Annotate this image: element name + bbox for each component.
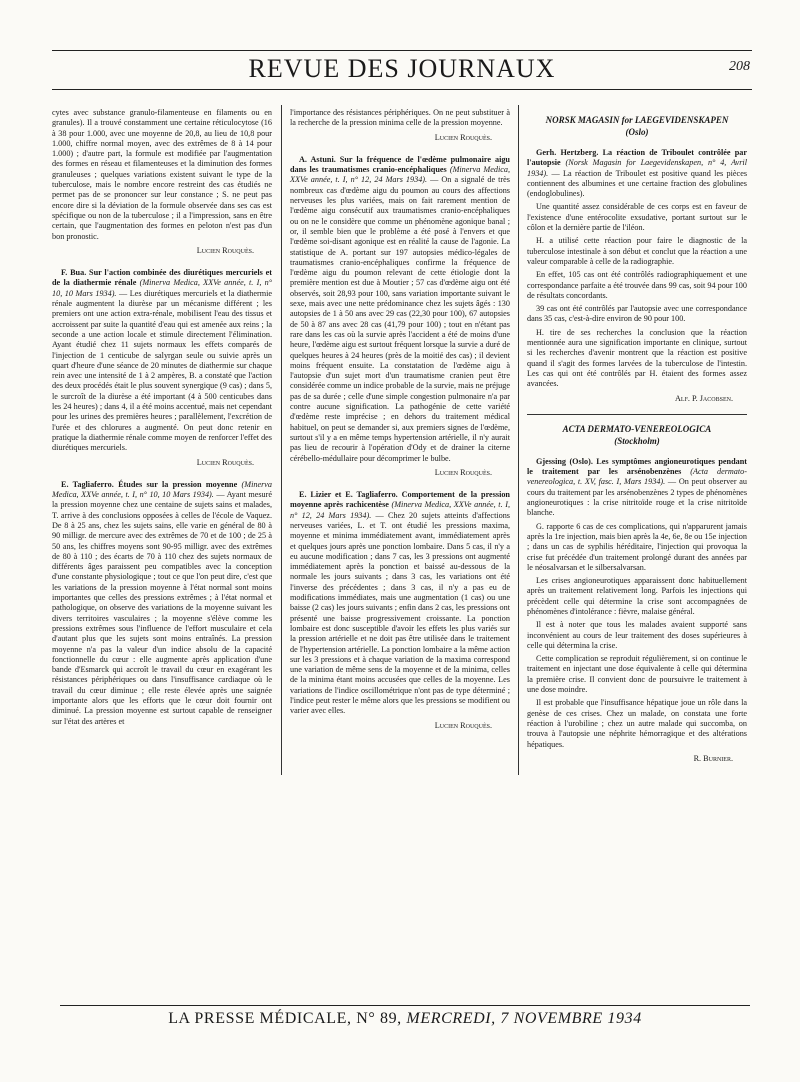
author-signature: Lucien Rouquès. xyxy=(196,245,254,255)
author-signature: R. Burnier. xyxy=(693,753,733,763)
journal-name: NORSK MAGASIN for LAEGEVIDENSKAPEN xyxy=(545,115,729,125)
article-title: F. Bua. Sur l'action combinée des diurétiques mercuriels et de la diathermie rénale xyxy=(52,268,272,288)
paragraph: cytes avec substance granulo-filamenteuse en filaments ou en granules). Il a trouvé constamment une certaine réticulocytose (16 à 38 pour 1.000, avec une moyenne de 20,8, au lieu de 10,8 pour 1.000, chiffre normal moyen, avec des extrêmes de 8 à 14 pour 1.000) ; d'autre part, la formule est modifiée par l'augmentation des formes en réseau et filamenteuses et la diminution des formes granuleuses ; quelques variations existent suivant le type de la tuberculose, mais le nombre encore restreint des cas étudiés ne permet pas de se prononcer sur leur constance ; S. ne peut pas encore dire si la déviation de la formule observée dans ses cas est spécifique ou non de la tuberculose ; il a l'impression, sans en être certain, que l'augmentation des formes en peloton n'est pas d'un bon pronostic. xyxy=(52,108,272,241)
journal-city: (Stockholm) xyxy=(614,435,660,446)
journal-heading xyxy=(527,114,747,138)
paragraph: H. a utilisé cette réaction pour faire le diagnostic de la tuberculose intestinale à son début et conclut que la réaction a une valeur comparable à celle de la radiographie. xyxy=(527,236,747,266)
paragraph: Il est à noter que tous les malades avaient supporté sans inconvénient au cours de leur traitement des doses supérieures à celle qui détermina la crise. xyxy=(527,620,747,650)
column-divider xyxy=(281,105,282,775)
footer-date: MERCREDI, 7 NOVEMBRE 1934 xyxy=(406,1010,642,1027)
article-title: Gjessing (Oslo). Les symptômes angioneurotiques pendant le traitement par les arsénobenzènes xyxy=(527,456,747,477)
paragraph: H. tire de ses recherches la conclusion que la réaction mentionnée aura une signification importante en clinique, surtout si les recherches d'avenir montrent que la réaction est positive quand il s'agit des formes larvées de la tuberculose de l'intestin. Les cas qui ont été contrôlés par H. étaient des formes assez avancées. xyxy=(527,327,747,389)
journal-name: ACTA DERMATO-VENEREOLOGICA xyxy=(562,423,712,434)
article-reference: (Norsk Magasin for Laegevidenskapen, n° 4, Avril 1934). xyxy=(527,158,747,178)
page-header xyxy=(52,50,752,90)
article-reference: (Acta dermato-venereologica, t. XV, fasc. I, Mars 1934). xyxy=(527,467,747,487)
article-text: — On a signalé de très nombreux cas d'œdème aigu du poumon au cours des affections nerveuses les plus variées, mais on fait rarement mention de l'œdème aigu consécutif aux traumatismes cranio-encéphaliques ou on ne le considère que comme un phénomène agonique banal ; or, il semble bien que le problème a été posé à l'envers et que l'œdème soi-disant agonique est en réalité la cause de l'agonie. La statistique de A. portant sur 197 autopsies médico-légales de traumatismes cranio-encéphaliques confirme la fréquence de l'œdème aigu du poumon relevant de cette étiologie dont la première mention est due à Moutier ; 57 cas d'œdème aigu ont été observés, soit 28,93 pour 100, sans variation importante suivant le sexe, mais avec une nette prédominance chez les sujets âgés : 130 autopsies de 1 à 50 ans avec 29 cas (22,30 pour 100), 67 autopsies de 50 à 87 ans avec 28 cas (41,79 pour 100) ; tout en n'étant pas rare dans les cas où la survie après l'accident a été de moins d'une heure, l'œdème aigu est surtout fréquent lorsque la survie a duré de quelques heures à 24 heures (près de la moitié des cas) ; il devient moins fréquent ensuite. La constatation de l'œdème aigu à l'autopsie d'un sujet mort d'un traumatisme cranien peut être considérée comme un indice probable de la survie, mais ne préjuge pas de sa durée ; celle d'une simple congestion pulmonaire n'a par contre aucune signification. La pathogénie de cette variété d'œdème reste imprécise ; en dehors du traitement médical habituel, on peut se demander si, aux premiers signes de l'œdème, surtout s'il y a en même temps hypertension artérielle, il n'y aurait pas lieu de recourir à l'opération d'Ody et de drainer la citerne cérébello-médullaire pour décomprimer le bulbe. xyxy=(290,175,510,463)
column-divider xyxy=(518,105,519,775)
column-3 xyxy=(527,108,747,772)
paragraph: Une quantité assez considérable de ces corps est en faveur de l'existence d'une entérocolite exsudative, portant surtout sur le côlon et la dernière partie de l'iléon. xyxy=(527,202,747,233)
article-text: — Ayant mesuré la pression moyenne chez une centaine de sujets sains et malades, T. arrive à des conclusions opposées à celles de l'école de Vaquez. De 8 à 25 ans, chez les sujets sains, elle varie en général de 80 à 90 milligr. de mercure avec des extrêmes de 70 et de 100 ; de 25 à 50 ans, les chiffres moyens sont 90-95 milligr. avec des extrêmes de 80 à 110 ; des écarts de 70 à 110 chez des sujets normaux de différents âges paraissent peu compatibles avec la conception d'une constante physiologique ; tout ce que l'on peut dire, c'est que les variations de la pression moyenne à l'état normal sont moins importantes que celles des pressions extrêmes ; à l'état normal et pathologique, on observe des variations de la moyenne suivant les divers territoires vasculaires ; la moyenne s'élève comme les pressions extrêmes sous l'influence de l'effort musculaire et cela d'autant plus que les sujets sont moins entraînés. La pression moyenne n'a pas la valeur d'un indice absolu de la capacité fonctionnelle du cœur : elle augmente après application d'une bande d'Esmarck qui accroît le travail du cœur en exagérant les résistances périphériques ou dans l'insuffisance cardiaque où le travail du cœur diminue ; elle reste élevée après une saignée importante alors que les efforts que le cœur doit fournir ont diminué. La pression moyenne est surtout capable de renseigner sur l'état des artères et xyxy=(52,490,272,726)
article-text: — On peut observer au cours du traitement par les arsénobenzènes 2 types de phénomènes angioneurotiques : la crise nitritoïde rouge et la crise nitritoïde blanche. xyxy=(527,477,747,518)
article-text: — La réaction de Triboulet est positive quand les pièces contiennent des albumines et une certaine fraction des globulines (endoglobulines). xyxy=(527,168,748,199)
paragraph: Il est probable que l'insuffisance hépatique joue un rôle dans la genèse de ces crises. Chez un malade, on constata une forte réaction à l'urobiline ; chez un autre malade qui succomba, on trouva à l'autopsie une néphrite hémorragique et des altérations hépatiques. xyxy=(527,698,747,749)
article xyxy=(290,155,510,464)
article xyxy=(290,490,510,717)
article-text: — Les diurétiques mercuriels et la diathermie rénale augmentent la diurèse par un mécanisme différent ; les premiers ont une action extra-rénale, mobilisent l'eau des tissus et accroissent par suite la quantité d'eau qui est amenée aux reins ; la seconde a une action locale et stimule directement l'élimination. Ayant étudié chez 11 sujets normaux les effets comparés de l'injection de 1 centicube de salyrgan seule ou suivie après un quart d'heure d'une séance de 20 minutes de diathermie sur chaque rein avec une intensité de 1 à 2 ampères, B. a constaté que l'action des deux procédés était le plus souvent synergique (9 cas) ; dans 5, le surcroît de la diurèse a été important (4 à 500 centicubes dans les 24 heures) ; dans 4, il a été moins accentué, mais net cependant pour les urines des premières heures ; parallèlement, l'excrétion de l'urée et des chlorures a augmenté. On peut donc retenir en pratique la diathermie rénale comme moyen de renforcer l'effet des diurétiques mercuriels. xyxy=(52,288,272,453)
article-reference: (Minerva Medica, XXVe année, t. I, n° 10, 10 Mars 1934). xyxy=(52,278,272,298)
author-signature: Lucien Rouquès. xyxy=(434,132,492,142)
section-divider xyxy=(527,414,747,415)
article-title: A. Astuni. Sur la fréquence de l'œdème pulmonaire aigu dans les traumatismes cranio-encéphaliques xyxy=(290,154,510,175)
article-reference: (Minerva Medica, XXVe année, t. I, n° 12, 24 Mars 1934). xyxy=(290,500,510,520)
footer-issue-number: N° 89, xyxy=(356,1010,402,1027)
article xyxy=(527,148,747,199)
author-signature: Lucien Rouquès. xyxy=(196,457,254,467)
author-signature: Alf. P. Jacobsen. xyxy=(675,393,733,403)
page-number: 208 xyxy=(729,59,750,74)
author-signature: Lucien Rouquès. xyxy=(434,720,492,730)
article xyxy=(52,480,272,727)
paragraph: 39 cas ont été contrôlés par l'autopsie avec une correspondance dans 35 cas, c'est-à-dire environ de 90 pour 100. xyxy=(527,304,747,324)
article xyxy=(52,268,272,453)
article-text: — Chez 20 sujets atteints d'affections nerveuses variées, L. et T. ont étudié les pressions maxima, moyenne et minima immédiatement avant, immédiatement après et quelques jours après une ponction lombaire. Dans 5 cas, il n'y a eu aucune modification ; dans 7 cas, les 3 pressions ont augmenté immédiatement après la ponction et baissé au-dessous de la normale les jours suivants ; dans 3 cas, les variations ont été l'inverse des précédentes ; dans 3 cas, il n'y a pas eu de modifications immédiates, mais une augmentation (1 cas) ou une baisse (2 cas) les jours suivants ; enfin dans 2 cas, les pressions ont présenté une baisse progressivement croissante. La ponction lombaire est donc susceptible d'avoir les effets les plus variés sur la pression artérielle et ne doit pas être utilisée dans le traitement de l'hypertension artérielle. La ponction lombaire a la même action sur les 3 pressions et à chaque variation de la maxima correspond une variation de même sens de la moyenne et de la minima, celles de la minima étant moins accusées que celles de la moyenne. Les variations de l'indice oscillométrique n'ont pas de type déterminé ; l'indice peut rester le même alors que les pressions se modifient ou varier avec elles. xyxy=(290,510,510,716)
footer-journal: LA PRESSE MÉDICALE, xyxy=(168,1010,352,1027)
footer-line xyxy=(60,1010,750,1028)
author-signature: Lucien Rouquès. xyxy=(434,467,492,477)
article xyxy=(527,457,747,519)
paragraph: Cette complication se reproduit régulièrement, si on continue le traitement en injectant une dose équivalente à celle qui détermina la première crise. Il convient donc de poursuivre le traitement à une dose moindre. xyxy=(527,654,747,695)
journal-city: (Oslo) xyxy=(625,127,649,137)
paragraph: Les crises angioneurotiques apparaissent donc habituellement après un traitement relativement long. Parfois les injections qui précèdent celle qui détermine la crise sont accompagnées de phénomènes d'intolérance : fièvre, malaise général. xyxy=(527,576,747,616)
article-title: Gerh. Hertzberg. La réaction de Triboulet contrôlée par l'autopsie xyxy=(527,148,747,168)
column-1 xyxy=(52,108,272,730)
article-title: E. Tagliaferro. Études sur la pression moyenne xyxy=(61,479,238,489)
paragraph: G. rapporte 6 cas de ces complications, qui n'apparurent jamais après la 1re injection, mais bien après la 4e, 6e, 8e ou 15e injection ; dans un cas de syphilis héréditaire, l'injection qui provoqua la crise fut précédée d'un traitement prolongé durant des années par le néosalvarsan et le silbersalvarsan. xyxy=(527,521,747,572)
paragraph: En effet, 105 cas ont été contrôlés radiographiquement et une correspondance parfaite a été trouvée dans 99 cas, soit 94 pour 100 de résultats concordants. xyxy=(527,270,747,300)
article-reference: (Minerva Medica, XXVe année, t. I, n° 12, 24 Mars 1934). xyxy=(290,165,511,185)
page-footer xyxy=(60,1005,750,1028)
journal-section-title: REVUE DES JOURNAUX xyxy=(248,54,556,83)
column-2 xyxy=(290,108,510,743)
article-reference: (Minerva Medica, XXVe année, t. I, n° 10, 10 Mars 1934). xyxy=(52,479,272,500)
journal-heading xyxy=(527,423,747,447)
article-title: E. Lizier et E. Tagliaferro. Comportement de la pression moyenne après rachicentèse xyxy=(290,490,510,510)
paragraph: l'importance des résistances périphériques. On ne peut substituer à la recherche de la pression minima celle de la pression moyenne. xyxy=(290,108,510,128)
